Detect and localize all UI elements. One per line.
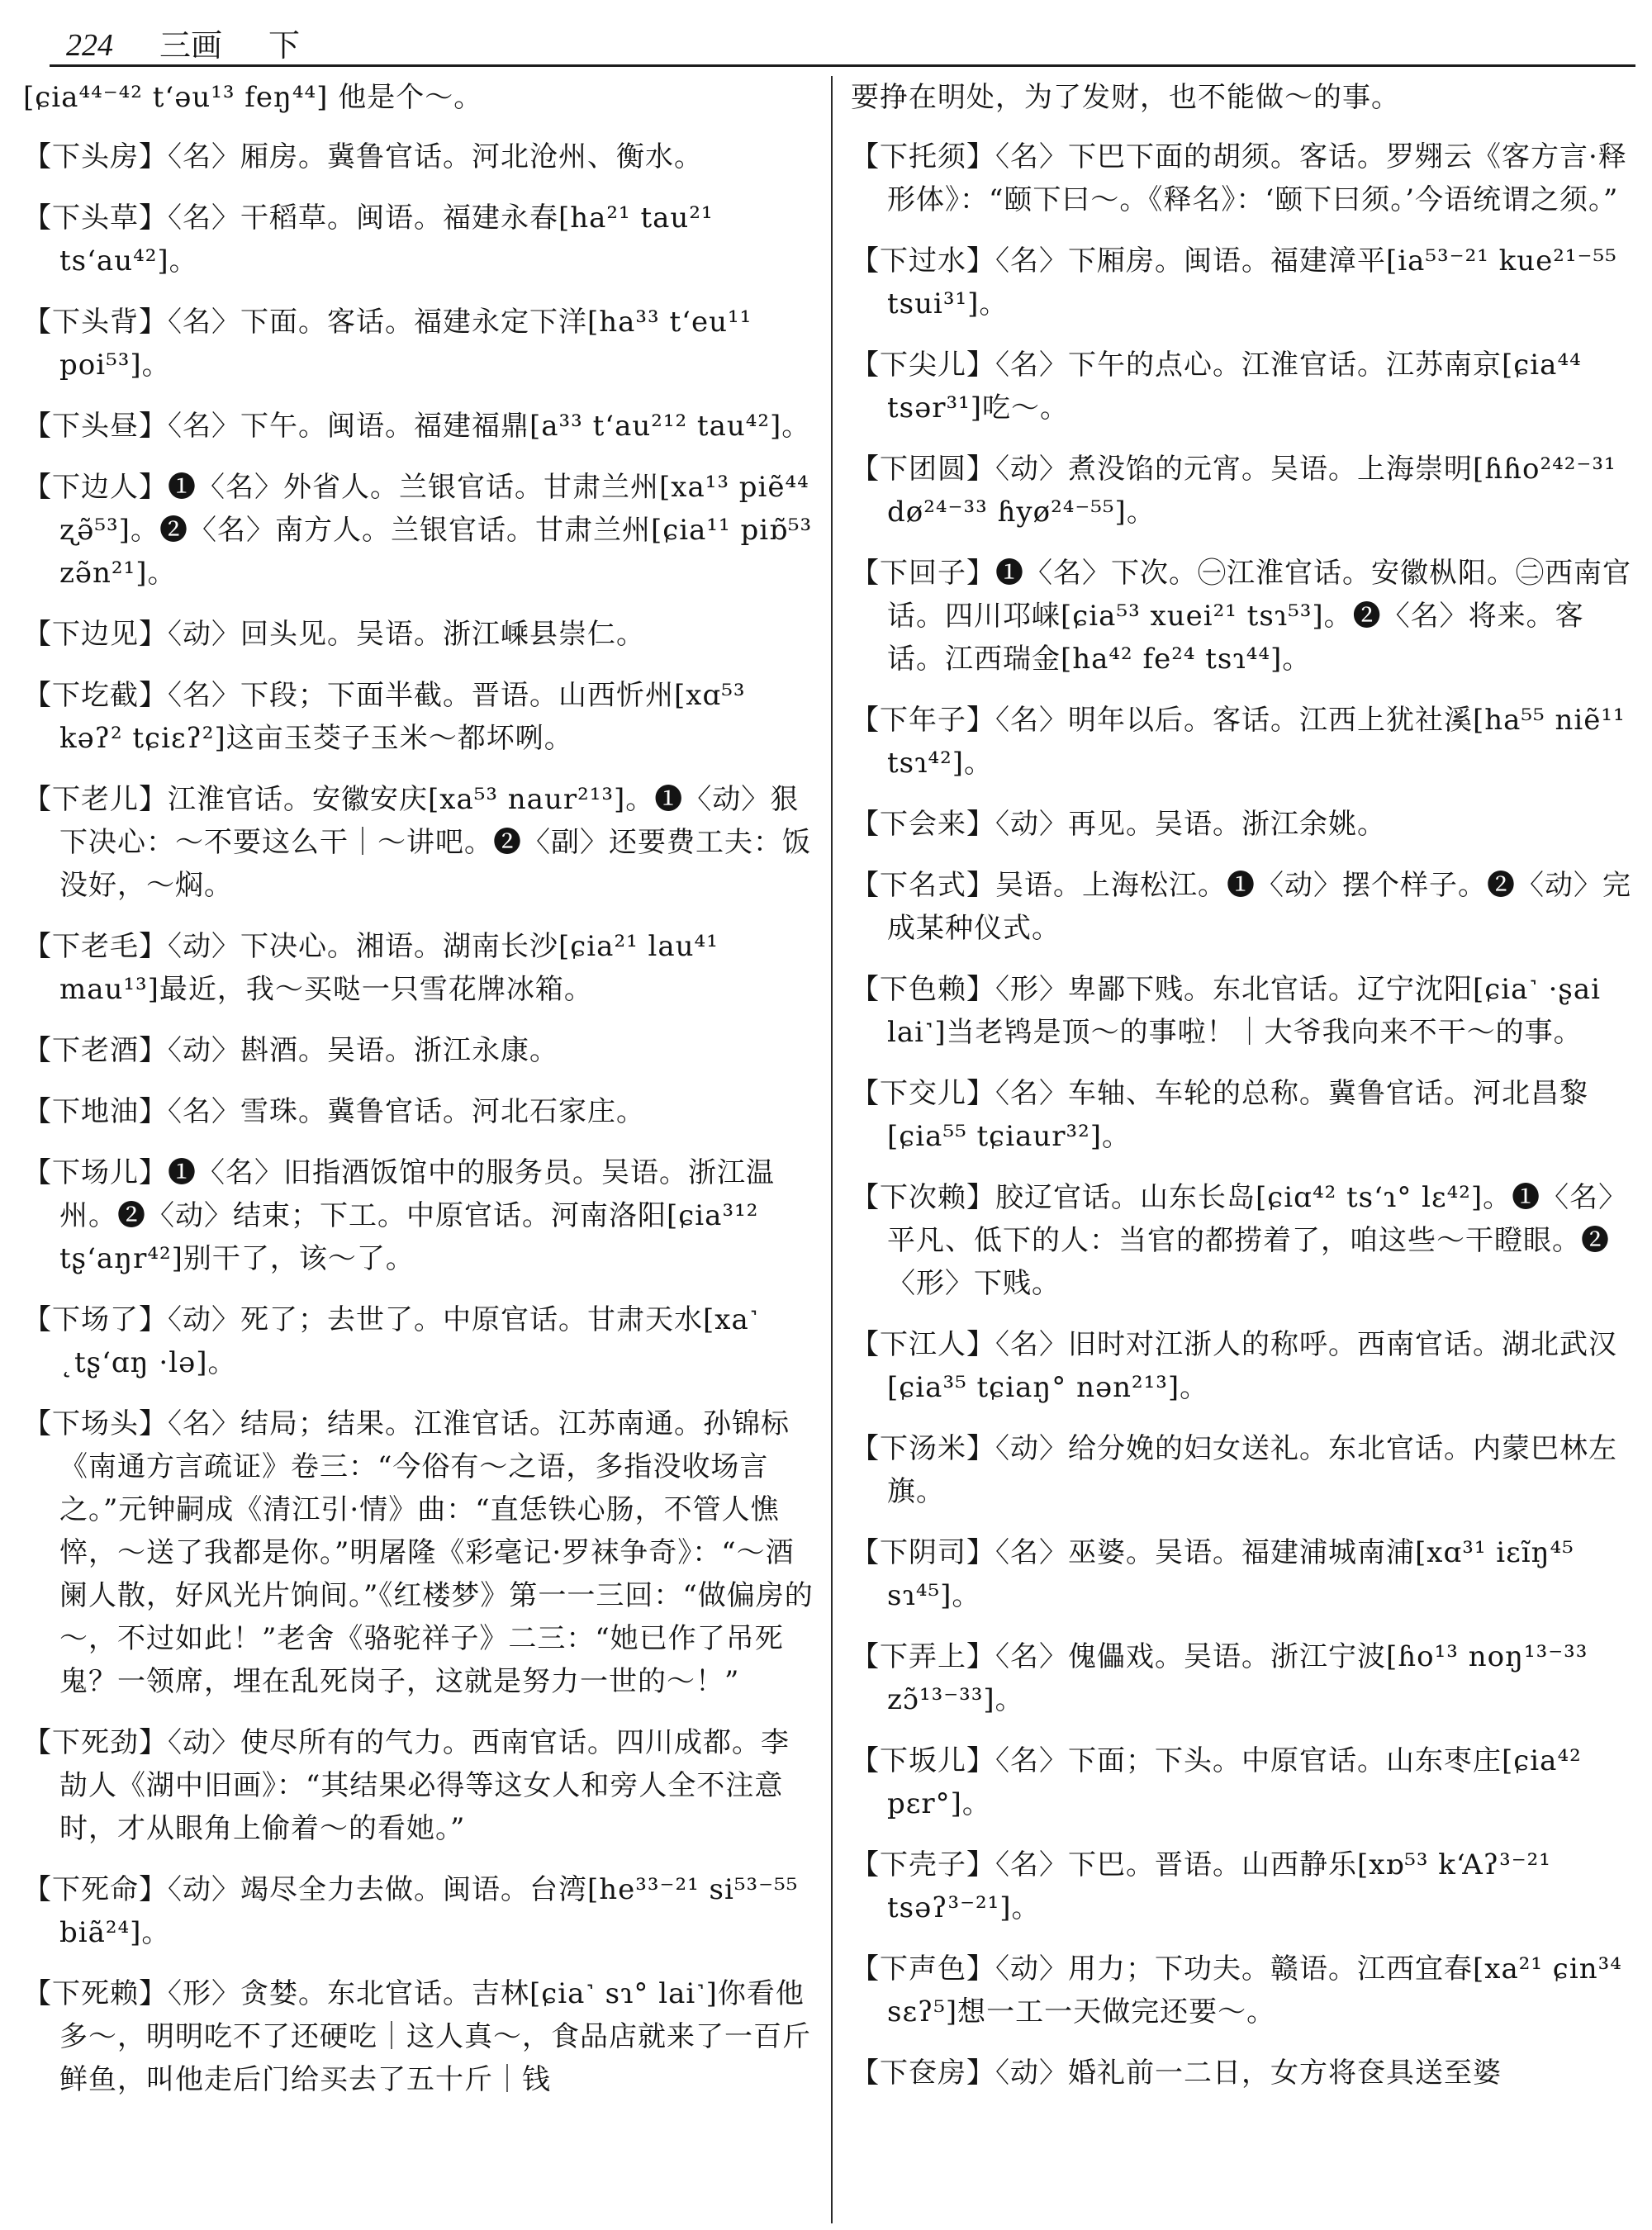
entry: 【下次赖】胶辽官话。山东长岛[ɕiɑ⁴² tsʻɿ° lɛ⁴²]。❶〈名〉平凡、低下的人：当官的都捞着了，咱这些～干瞪眼。❷〈形〉下贱。 (851, 1181, 1628, 1300)
entry: 【下托须】〈名〉下巴下面的胡须。客话。罗翙云《客方言·释形体》：“颐下曰～。《释名》：‘颐下曰须。’今语统谓之须。” (851, 140, 1627, 216)
entry: 【下回子】❶〈名〉下次。㊀江淮官话。安徽枞阳。㊁西南官话。四川邛崃[ɕia⁵³ xuei²¹ tsɿ⁵³]。❷〈名〉将来。客话。江西瑞金[ha⁴² fe²⁴ tsɿ⁴⁴]。 (851, 557, 1631, 676)
entry: 【下头昼】〈名〉下午。闽语。福建福鼎[a³³ tʻau²¹² tau⁴²]。 (23, 410, 811, 443)
entry: 【下场儿】❶〈名〉旧指酒饭馆中的服务员。吴语。浙江温州。❷〈动〉结束；下工。中原官话。河南洛阳[ɕia³¹² tʂʻaŋr⁴²]别干了，该～了。 (23, 1156, 775, 1275)
section-title: 三画 (159, 27, 223, 64)
entry: 【下边见】〈动〉回头见。吴语。浙江嵊县崇仁。 (23, 618, 645, 651)
entry: 【下弄上】〈名〉傀儡戏。吴语。浙江宁波[ɦo¹³ noŋ¹³⁻³³ zɔ̃¹³⁻³³]。 (851, 1640, 1588, 1716)
entry-continuation: [ɕia⁴⁴⁻⁴² tʻəu¹³ feŋ⁴⁴] 他是个～。 (23, 81, 483, 114)
entry: 【下汤米】〈动〉给分娩的妇女送礼。东北官话。内蒙巴林左旗。 (851, 1432, 1617, 1508)
entry: 【下奁房】〈动〉婚礼前一二日，女方将奁具送至婆 (851, 2057, 1502, 2090)
entry: 【下死劲】〈动〉使尽所有的气力。西南官话。四川成都。李劼人《湖中旧画》：“其结果必得等这女人和旁人全不注意时，才从眼角上偷着～的看她。” (23, 1726, 790, 1845)
entry: 【下死赖】〈形〉贪婪。东北官话。吉林[ɕia˺ sɿ° lai˺]你看他多～，明明吃不了还硬吃｜这人真～，食品店就来了一百斤鲜鱼，叫他走后门给买去了五十斤｜钱 (23, 1977, 811, 2096)
entry: 【下坂儿】〈名〉下面；下头。中原官话。山东枣庄[ɕia⁴² pɛr°]。 (851, 1744, 1582, 1820)
entry: 【下头草】〈名〉干稻草。闽语。福建永春[ha²¹ tau²¹ tsʻau⁴²]。 (23, 202, 714, 278)
right-column (851, 76, 1631, 2223)
entry: 【下色赖】〈形〉卑鄙下贱。东北官话。辽宁沈阳[ɕia˺ ·ʂai lai˺]当老鸨是顶～的事啦！｜大爷我向来不干～的事。 (851, 973, 1601, 1049)
entry: 【下阴司】〈名〉巫婆。吴语。福建浦城南浦[xɑ³¹ iɛĩŋ⁴⁵ sɿ⁴⁵]。 (851, 1536, 1574, 1612)
entry: 【下名式】吴语。上海松江。❶〈动〉摆个样子。❷〈动〉完成某种仪式。 (851, 869, 1631, 945)
entry: 【下壳子】〈名〉下巴。晋语。山西静乐[xɒ⁵³ kʻAʔ³⁻²¹ tsəʔ³⁻²¹]。 (851, 1848, 1551, 1924)
entry: 【下圪截】〈名〉下段；下面半截。晋语。山西忻州[xɑ⁵³ kəʔ² tɕiɛʔ²]这亩玉茭子玉米～都坏咧。 (23, 679, 746, 755)
entry: 【下头背】〈名〉下面。客话。福建永定下洋[ha³³ tʻeu¹¹ poi⁵³]。 (23, 306, 752, 382)
entry: 【下场头】〈名〉结局；结果。江淮官话。江苏南通。孙锦标《南通方言疏证》卷三：“今俗有～之语，多指没收场言之。”元钟嗣成《清江引·情》曲：“直恁铁心肠，不管人憔悴，～送了我都是你。”明屠隆《彩毫记·罗袜争奇》：“～酒阑人散，好风光片饷间。”《红楼梦》第一一三回：“做偏房的～，不过如此！”老舍《骆驼祥子》二三：“她已作了吊死鬼？一领席，埋在乱死岗子，这就是努力一世的～！” (23, 1407, 814, 1698)
entry: 【下老毛】〈动〉下决心。湘语。湖南长沙[ɕia²¹ lau⁴¹ mau¹³]最近，我～买哒一只雪花牌冰箱。 (23, 930, 719, 1006)
entry: 【下死命】〈动〉竭尽全力去做。闽语。台湾[he³³⁻²¹ si⁵³⁻⁵⁵ biã²⁴]。 (23, 1873, 799, 1949)
header-character: 下 (268, 27, 301, 64)
entry: 【下尖儿】〈名〉下午的点心。江淮官话。江苏南京[ɕia⁴⁴ tsər³¹]吃～。 (851, 349, 1582, 425)
entry: 【下团圆】〈动〉煮没馅的元宵。吴语。上海崇明[ɦɦo²⁴²⁻³¹ dø²⁴⁻³³ ɦyø²⁴⁻⁵⁵]。 (851, 453, 1616, 529)
entry: 【下年子】〈名〉明年以后。客话。江西上犹社溪[ha⁵⁵ niẽ¹¹ tsɿ⁴²]。 (851, 704, 1626, 780)
entry: 【下会来】〈动〉再见。吴语。浙江余姚。 (851, 808, 1386, 841)
entry: 【下地油】〈名〉雪珠。冀鲁官话。河北石家庄。 (23, 1095, 645, 1128)
entry: 【下头房】〈名〉厢房。冀鲁官话。河北沧州、衡水。 (23, 140, 703, 173)
entry: 【下交儿】〈名〉车轴、车轮的总称。冀鲁官话。河北昌黎[ɕia⁵⁵ tɕiaur³²]。 (851, 1077, 1588, 1153)
entry: 【下江人】〈名〉旧时对江浙人的称呼。西南官话。湖北武汉[ɕia³⁵ tɕiaŋ° nən²¹³]。 (851, 1328, 1617, 1404)
entry: 【下过水】〈名〉下厢房。闽语。福建漳平[ia⁵³⁻²¹ kue²¹⁻⁵⁵ tsui³¹]。 (851, 244, 1617, 320)
column-divider (831, 76, 833, 2223)
entry-continuation: 要挣在明处，为了发财，也不能做～的事。 (851, 81, 1400, 114)
header-rule (50, 64, 1635, 67)
left-column (23, 76, 816, 2223)
entry: 【下老儿】江淮官话。安徽安庆[xa⁵³ naur²¹³]。❶〈动〉狠下决心：～不要这么干｜～讲吧。❷〈副〉还要费工夫：饭没好，～焖。 (23, 783, 811, 902)
page-number: 224 (66, 28, 113, 63)
entry: 【下边人】❶〈名〉外省人。兰银官话。甘肃兰州[xa¹³ piẽ⁴⁴ ʐə̃⁵³]。❷〈名〉南方人。兰银官话。甘肃兰州[ɕia¹¹ piɒ̃⁵³ zə̃n²¹]。 (23, 471, 813, 590)
page-header (66, 15, 1635, 64)
entry: 【下老酒】〈动〉斟酒。吴语。浙江永康。 (23, 1034, 558, 1067)
entry: 【下声色】〈动〉用力；下功夫。赣语。江西宜春[xa²¹ ɕin³⁴ sɛʔ⁵]想一工一天做完还要～。 (851, 1952, 1622, 2028)
entry: 【下场了】〈动〉死了；去世了。中原官话。甘肃天水[xa˺ ˛tʂʻɑŋ ·lə]。 (23, 1303, 760, 1379)
